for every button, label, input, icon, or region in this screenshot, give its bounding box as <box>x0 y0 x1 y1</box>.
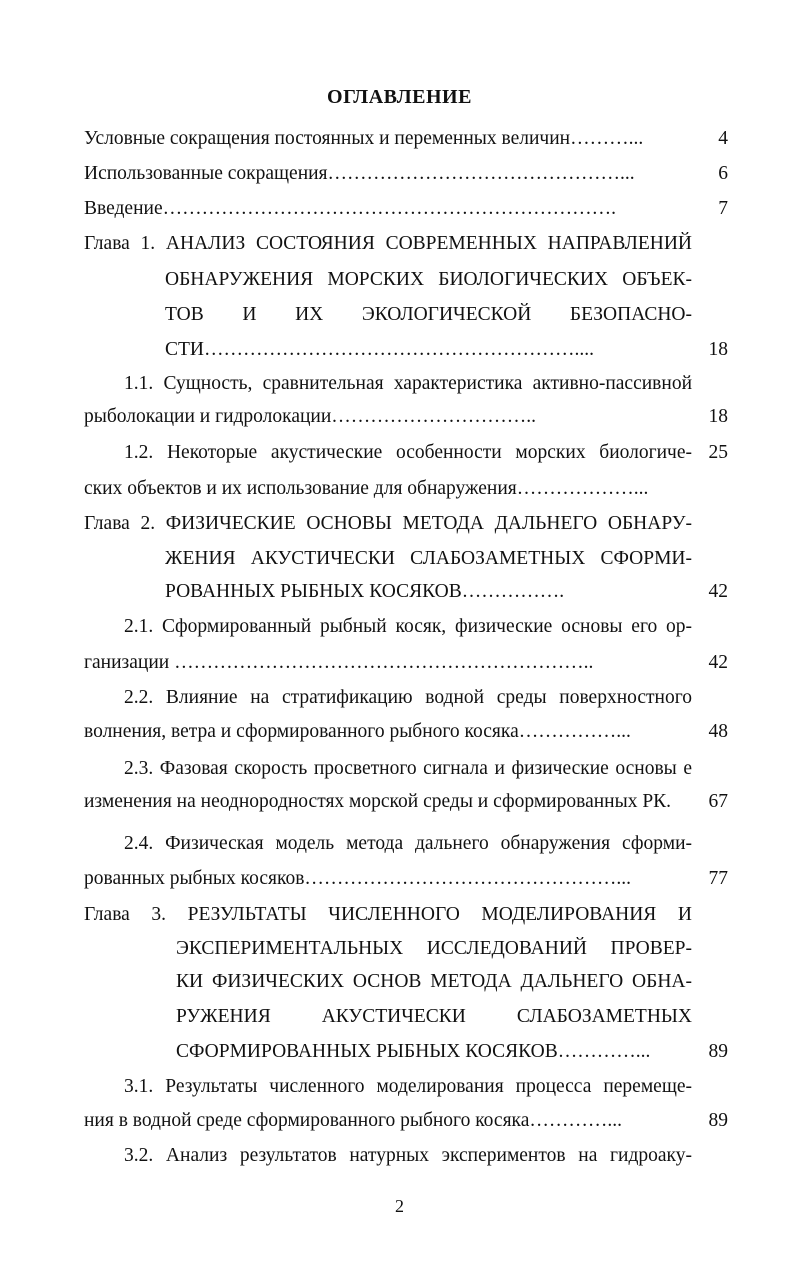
toc-entry-line: Глава 3. РЕЗУЛЬТАТЫ ЧИСЛЕННОГО МОДЕЛИРОВАНИЯ И <box>84 904 692 925</box>
toc-entry-line: 2.2. Влияние на стратификацию водной среды поверхностного <box>124 687 692 708</box>
toc-entry-line: СТИ………………………………………………….... <box>165 339 594 360</box>
toc-entry-line: 3.2. Анализ результатов натурных экспериментов на гидроаку- <box>124 1145 692 1166</box>
toc-entry-line: рованных рыбных косяков…………………………………………... <box>84 868 632 889</box>
toc-entry-line: ЭКСПЕРИМЕНТАЛЬНЫХ ИССЛЕДОВАНИЙ ПРОВЕР- <box>176 938 692 959</box>
toc-entry-line: ганизации ……………………………………………………….. <box>84 652 594 673</box>
toc-entry-line: ния в водной среде сформированного рыбного косяка…………... <box>84 1110 623 1131</box>
toc-entry-line: Использованные сокращения………………………………………... <box>84 163 635 184</box>
toc-entry-line: рыболокации и гидролокации………………………….. <box>84 406 537 427</box>
toc-page-number: 77 <box>708 868 728 889</box>
toc-entry-line: КИ ФИЗИЧЕСКИХ ОСНОВ МЕТОДА ДАЛЬНЕГО ОБНА- <box>176 971 692 992</box>
toc-entry-line: 1.1. Сущность, сравнительная характеристика активно-пассивной <box>124 373 692 394</box>
toc-entry-line: 3.1. Результаты численного моделирования процесса перемеще- <box>124 1076 692 1097</box>
toc-title: ОГЛАВЛЕНИЕ <box>327 86 472 108</box>
toc-entry-line: 2.3. Фазовая скорость просветного сигнала и физические основы е <box>124 758 692 779</box>
toc-entry-line: Глава 1. АНАЛИЗ СОСТОЯНИЯ СОВРЕМЕННЫХ НАПРАВЛЕНИЙ <box>84 233 692 254</box>
toc-page-number: 89 <box>708 1041 728 1062</box>
toc-entry-line: Введение……………………………………………………………. <box>84 198 616 219</box>
page-number: 2 <box>395 1196 404 1216</box>
toc-page-number: 25 <box>708 442 728 463</box>
toc-page-number: 18 <box>708 406 728 427</box>
toc-entry-line: 2.4. Физическая модель метода дальнего обнаружения сформи- <box>124 833 692 854</box>
toc-entry-line: волнения, ветра и сформированного рыбного косяка……………... <box>84 721 631 742</box>
toc-page-number: 7 <box>718 198 728 219</box>
toc-page-number: 18 <box>708 339 728 360</box>
toc-entry-line: СФОРМИРОВАННЫХ РЫБНЫХ КОСЯКОВ…………... <box>176 1041 651 1062</box>
toc-entry-line: 2.1. Сформированный рыбный косяк, физические основы его ор- <box>124 616 692 637</box>
toc-entry-line: Условные сокращения постоянных и переменных величин………... <box>84 128 644 149</box>
toc-page-number: 89 <box>708 1110 728 1131</box>
toc-page-number: 4 <box>718 128 728 149</box>
toc-entry-line: изменения на неоднородностях морской среды и сформированных РК. <box>84 791 672 812</box>
toc-entry-line: 1.2. Некоторые акустические особенности морских биологиче- <box>124 442 692 463</box>
toc-entry-line: ских объектов и их использование для обнаружения………………... <box>84 478 649 499</box>
toc-page-number: 67 <box>708 791 728 812</box>
toc-entry-line: Глава 2. ФИЗИЧЕСКИЕ ОСНОВЫ МЕТОДА ДАЛЬНЕГО ОБНАРУ- <box>84 513 692 534</box>
toc-entry-line: РОВАННЫХ РЫБНЫХ КОСЯКОВ……………. <box>165 581 565 602</box>
toc-page-number: 42 <box>708 581 728 602</box>
toc-page-number: 48 <box>708 721 728 742</box>
toc-page-number: 6 <box>718 163 728 184</box>
toc-entry-line: ЖЕНИЯ АКУСТИЧЕСКИ СЛАБОЗАМЕТНЫХ СФОРМИ- <box>165 548 692 569</box>
toc-entry-line: ТОВ И ИХ ЭКОЛОГИЧЕСКОЙ БЕЗОПАСНО- <box>165 304 692 325</box>
toc-entry-line: ОБНАРУЖЕНИЯ МОРСКИХ БИОЛОГИЧЕСКИХ ОБЪЕК- <box>165 269 692 290</box>
toc-entry-line: РУЖЕНИЯ АКУСТИЧЕСКИ СЛАБОЗАМЕТНЫХ <box>176 1006 692 1027</box>
toc-page-number: 42 <box>708 652 728 673</box>
